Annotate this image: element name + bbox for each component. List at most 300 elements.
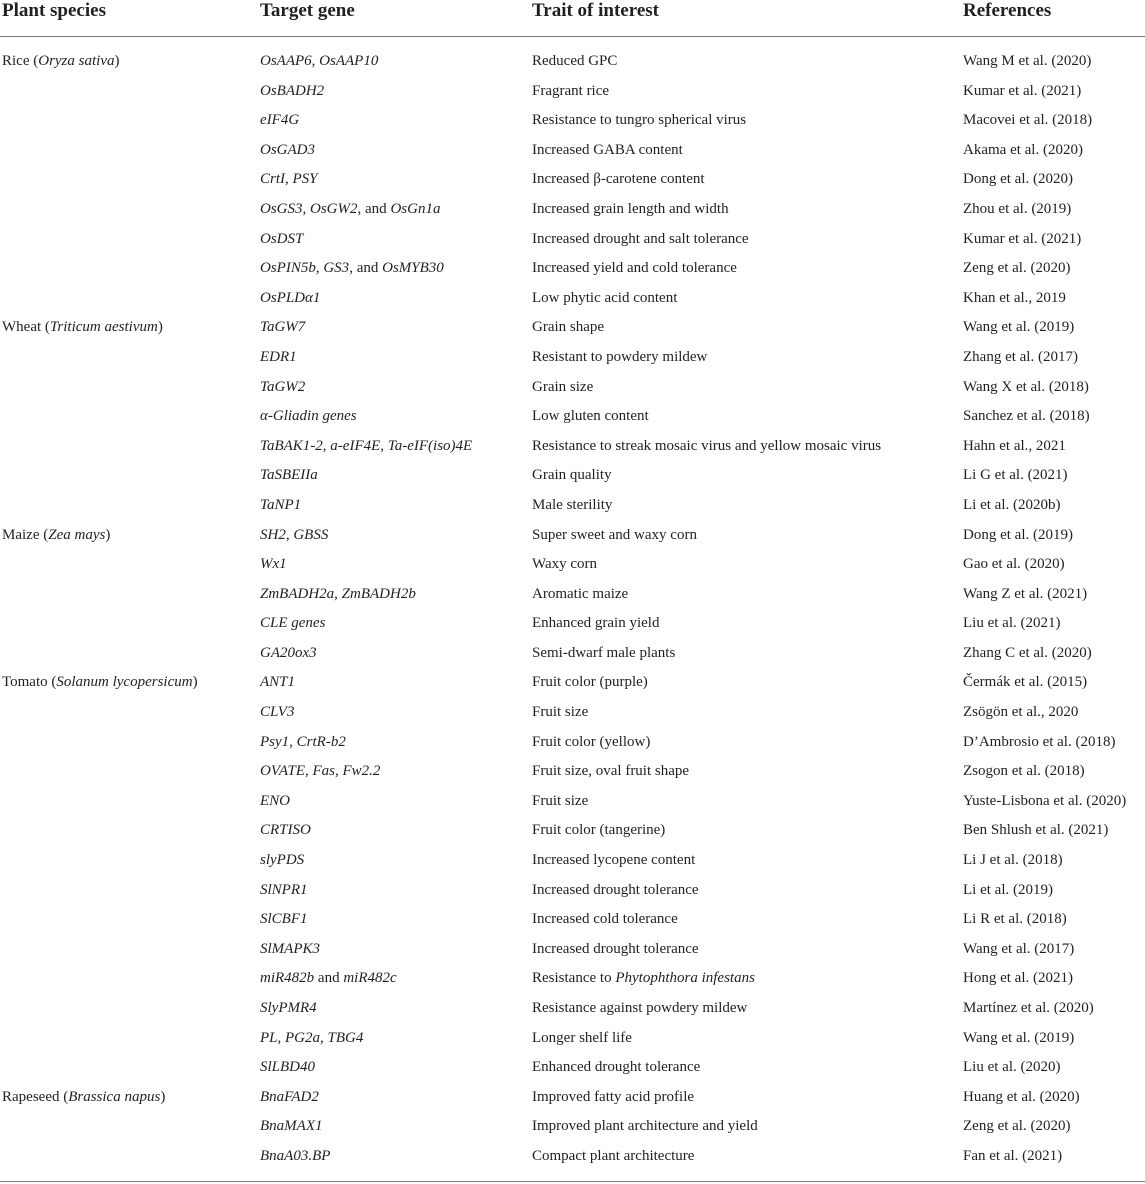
cell-plant-species: [0, 461, 258, 491]
gene-text: SlCBF1: [260, 911, 308, 928]
cell-reference: Li J et al. (2018): [963, 852, 1063, 869]
table-row: [0, 728, 1145, 758]
trait-text: Waxy corn: [532, 556, 598, 573]
gene-text: ,: [335, 763, 343, 780]
cell-target-gene: [258, 313, 530, 343]
cell-target-gene: [258, 106, 530, 136]
table-row: [0, 77, 1145, 107]
gene-text: ZmBADH2a: [260, 585, 335, 602]
gene-text: ,: [315, 260, 324, 277]
gene-text: ZmBADH2b: [341, 585, 416, 602]
table-row: [0, 313, 1145, 343]
cell-plant-species: [0, 195, 258, 225]
cell-plant-species: [0, 609, 258, 639]
cell-trait-of-interest: [530, 668, 962, 698]
cell-plant-species: [0, 639, 258, 669]
species-text: Rapeseed (: [2, 1088, 69, 1105]
table-row: [0, 816, 1145, 846]
species-text: Zea mays: [48, 526, 106, 543]
gene-text: OsAAP10: [319, 53, 379, 69]
cell-plant-species: [0, 550, 258, 580]
gene-text: GA20ox3: [260, 644, 317, 661]
cell-target-gene: [258, 373, 530, 403]
cell-reference: Dong et al. (2020): [963, 171, 1073, 188]
cell-target-gene: [258, 1024, 530, 1054]
cell-target-gene: [258, 668, 530, 698]
cell-target-gene: [258, 550, 530, 580]
table-row: [0, 580, 1145, 610]
trait-text: Semi-dwarf male plants: [532, 644, 676, 661]
gene-text: miR482c: [343, 970, 397, 987]
gene-text: OsMYB30: [382, 260, 444, 277]
cell-plant-species: [0, 580, 258, 610]
cell-trait-of-interest: [530, 77, 962, 107]
cell-target-gene: [258, 432, 530, 462]
cell-plant-species: [0, 77, 258, 107]
table-row: [0, 787, 1145, 817]
gene-text: ENO: [260, 792, 290, 809]
gene-text: Ta-eIF(iso)4E: [387, 437, 473, 454]
table-row: [0, 994, 1145, 1024]
cell-target-gene: [258, 461, 530, 491]
cell-reference: Yuste-Lisbona et al. (2020): [963, 792, 1127, 809]
cell-trait-of-interest: [530, 550, 962, 580]
table-row: [0, 491, 1145, 521]
gene-text: ,: [311, 53, 320, 69]
cell-trait-of-interest: [530, 905, 962, 935]
trait-text: Increased cold tolerance: [532, 911, 678, 928]
cell-target-gene: [258, 905, 530, 935]
cell-plant-species: [0, 491, 258, 521]
gene-text: slyPDS: [260, 852, 305, 869]
cell-reference: Li G et al. (2021): [963, 467, 1068, 484]
cell-reference: Khan et al., 2019: [963, 289, 1066, 306]
table-row: [0, 521, 1145, 551]
cell-target-gene: [258, 609, 530, 639]
cell-target-gene: [258, 284, 530, 314]
cell-target-gene: [258, 165, 530, 195]
cell-trait-of-interest: [530, 1142, 962, 1172]
gene-text: SlNPR1: [260, 881, 308, 898]
cell-trait-of-interest: [530, 491, 962, 521]
header-references: References: [962, 0, 1145, 37]
gene-text: ,: [285, 171, 293, 188]
trait-text: Enhanced grain yield: [532, 615, 660, 632]
cell-trait-of-interest: [530, 816, 962, 846]
gene-text: ,: [289, 733, 297, 750]
cell-reference: Fan et al. (2021): [963, 1147, 1063, 1164]
cell-target-gene: [258, 787, 530, 817]
cell-reference: Zsogon et al. (2018): [963, 763, 1085, 780]
gene-text: OsGAD3: [260, 141, 315, 158]
cell-plant-species: [0, 1112, 258, 1142]
gene-text: OsPIN5b: [260, 260, 316, 277]
cell-reference: Zhou et al. (2019): [963, 200, 1072, 217]
cell-trait-of-interest: [530, 787, 962, 817]
cell-trait-of-interest: [530, 1112, 962, 1142]
gene-text: CLV3: [260, 704, 295, 721]
trait-text: Increased grain length and width: [532, 200, 729, 217]
gene-text: OsDST: [260, 230, 304, 247]
table-row: [0, 402, 1145, 432]
cell-plant-species: [0, 1142, 258, 1172]
cell-reference: Zhang C et al. (2020): [963, 644, 1092, 661]
cell-reference: Liu et al. (2020): [963, 1059, 1061, 1076]
gene-text: OsAAP6: [260, 53, 312, 69]
gene-text: ,: [277, 1029, 286, 1046]
table-row: [0, 284, 1145, 314]
gene-text: TaNP1: [260, 496, 302, 513]
cell-target-gene: [258, 757, 530, 787]
cell-trait-of-interest: [530, 728, 962, 758]
trait-text: Increased β-carotene content: [532, 171, 705, 188]
cell-target-gene: [258, 846, 530, 876]
cell-reference: Wang X et al. (2018): [963, 378, 1089, 395]
table-row: [0, 1112, 1145, 1142]
table-row: [0, 639, 1145, 669]
trait-text: Longer shelf life: [532, 1029, 632, 1046]
species-text: ): [157, 319, 163, 336]
cell-reference: Zeng et al. (2020): [963, 260, 1071, 277]
cell-plant-species: [0, 136, 258, 166]
gene-text: Fas: [312, 763, 335, 780]
cell-plant-species: [0, 313, 258, 343]
cell-reference: Li R et al. (2018): [963, 911, 1067, 928]
trait-text: Fruit color (tangerine): [532, 822, 666, 839]
table-row: [0, 1024, 1145, 1054]
cell-reference: Sanchez et al. (2018): [963, 408, 1090, 425]
gene-text: OsBADH2: [260, 82, 325, 99]
gene-text: SH2: [260, 526, 286, 543]
gene-text: ANT1: [260, 674, 296, 691]
header-target-gene: Target gene: [258, 0, 530, 37]
cell-reference: D’Ambrosio et al. (2018): [963, 733, 1116, 750]
cell-plant-species: [0, 402, 258, 432]
species-text: Solanum lycopersicum: [56, 674, 193, 691]
trait-text: Fruit color (purple): [532, 674, 648, 691]
trait-text: Resistance to streak mosaic virus and yellow mosaic virus: [532, 437, 882, 454]
table-row: [0, 876, 1145, 906]
table-row: [0, 195, 1145, 225]
trait-text: Low phytic acid content: [532, 289, 678, 306]
gene-text: a-eIF4E: [330, 437, 381, 454]
cell-target-gene: [258, 935, 530, 965]
trait-text: Resistance to: [532, 970, 616, 987]
trait-text: Improved plant architecture and yield: [532, 1118, 758, 1135]
gene-text: CrtR-b2: [296, 733, 346, 750]
species-text: Rice (: [2, 53, 39, 69]
cell-target-gene: [258, 195, 530, 225]
cell-reference: Liu et al. (2021): [963, 615, 1061, 632]
table-row: [0, 905, 1145, 935]
cell-reference: Zhang et al. (2017): [963, 348, 1078, 365]
trait-text: Grain size: [532, 378, 594, 395]
trait-text: Fruit color (yellow): [532, 733, 651, 750]
cell-target-gene: [258, 37, 530, 77]
species-text: Oryza sativa: [38, 53, 115, 69]
cell-plant-species: [0, 905, 258, 935]
trait-text: Increased lycopene content: [532, 852, 696, 869]
cell-reference: Wang et al. (2017): [963, 940, 1075, 957]
gene-text: Psy1: [260, 733, 290, 750]
cell-trait-of-interest: [530, 521, 962, 551]
cell-reference: Wang et al. (2019): [963, 319, 1075, 336]
gene-text: OsGW2: [310, 200, 358, 217]
cell-trait-of-interest: [530, 935, 962, 965]
cell-trait-of-interest: [530, 757, 962, 787]
cell-reference: Dong et al. (2019): [963, 526, 1073, 543]
table-row: [0, 254, 1145, 284]
gene-text: SlLBD40: [260, 1059, 316, 1076]
gene-text: BnaFAD2: [260, 1088, 319, 1105]
trait-text: Fruit size, oval fruit shape: [532, 763, 690, 780]
cell-reference: Kumar et al. (2021): [963, 82, 1082, 99]
table-row: [0, 550, 1145, 580]
gene-text: TaGW7: [260, 319, 306, 336]
species-text: ): [192, 674, 198, 691]
cell-target-gene: [258, 728, 530, 758]
cell-reference: Wang M et al. (2020): [963, 53, 1092, 69]
table-row: [0, 136, 1145, 166]
cell-plant-species: [0, 876, 258, 906]
cell-trait-of-interest: [530, 1053, 962, 1083]
cell-reference: Huang et al. (2020): [963, 1088, 1080, 1105]
gene-text: ,: [320, 1029, 328, 1046]
gene-text: ,: [322, 437, 331, 454]
table-row: [0, 165, 1145, 195]
cell-reference: Li et al. (2019): [963, 881, 1053, 898]
cell-reference: Ben Shlush et al. (2021): [963, 822, 1109, 839]
cell-target-gene: [258, 402, 530, 432]
cell-target-gene: [258, 1083, 530, 1113]
trait-text: Fruit size: [532, 704, 589, 721]
cell-target-gene: [258, 1142, 530, 1172]
cell-reference: Zeng et al. (2020): [963, 1118, 1071, 1135]
trait-text: Increased drought tolerance: [532, 881, 699, 898]
cell-plant-species: [0, 787, 258, 817]
trait-text: Low gluten content: [532, 408, 649, 425]
cell-plant-species: [0, 728, 258, 758]
cell-target-gene: [258, 639, 530, 669]
gene-text: OsPLDα1: [260, 289, 321, 306]
table-row: [0, 698, 1145, 728]
cell-trait-of-interest: [530, 254, 962, 284]
header-trait-of-interest: Trait of interest: [530, 0, 962, 37]
cell-trait-of-interest: [530, 1024, 962, 1054]
cell-trait-of-interest: [530, 461, 962, 491]
gene-text: OsGS3: [260, 200, 303, 217]
gene-text: TBG4: [327, 1029, 364, 1046]
cell-plant-species: [0, 254, 258, 284]
cell-trait-of-interest: [530, 994, 962, 1024]
cell-trait-of-interest: [530, 106, 962, 136]
cell-plant-species: [0, 1024, 258, 1054]
table-body: [0, 37, 1145, 1172]
cell-trait-of-interest: [530, 1083, 962, 1113]
cell-reference: Zsögön et al., 2020: [963, 704, 1079, 721]
cell-trait-of-interest: [530, 165, 962, 195]
table-row: [0, 757, 1145, 787]
cell-trait-of-interest: [530, 225, 962, 255]
gene-text: SlyPMR4: [260, 1000, 317, 1016]
cell-target-gene: [258, 491, 530, 521]
trait-text: Enhanced drought tolerance: [532, 1059, 701, 1076]
trait-text: Aromatic maize: [532, 585, 629, 602]
cell-plant-species: [0, 225, 258, 255]
table-row: [0, 461, 1145, 491]
cell-reference: Gao et al. (2020): [963, 556, 1065, 573]
table-row: [0, 846, 1145, 876]
gene-text: Fw2.2: [342, 763, 381, 780]
species-text: ): [160, 1088, 166, 1105]
cell-plant-species: [0, 37, 258, 77]
cell-plant-species: [0, 668, 258, 698]
cell-plant-species: [0, 964, 258, 994]
cell-plant-species: [0, 846, 258, 876]
cell-plant-species: [0, 521, 258, 551]
species-text: Wheat (: [2, 319, 50, 336]
cell-trait-of-interest: [530, 195, 962, 225]
cell-plant-species: [0, 1053, 258, 1083]
gene-text: CLE genes: [260, 615, 326, 632]
cell-plant-species: [0, 935, 258, 965]
trait-text: Male sterility: [532, 496, 613, 513]
cell-trait-of-interest: [530, 580, 962, 610]
cell-target-gene: [258, 698, 530, 728]
gene-text: ,: [302, 200, 311, 217]
cell-reference: Macovei et al. (2018): [963, 112, 1093, 129]
trait-text: Resistance against powdery mildew: [532, 1000, 748, 1016]
trait-text: Increased yield and cold tolerance: [532, 260, 737, 277]
cell-reference: Čermák et al. (2015): [963, 674, 1088, 691]
gene-text: OVATE: [260, 763, 305, 780]
cell-reference: Martínez et al. (2020): [963, 1000, 1094, 1016]
table-row: [0, 343, 1145, 373]
cell-trait-of-interest: [530, 284, 962, 314]
trait-text: Resistant to powdery mildew: [532, 348, 708, 365]
species-text: ): [114, 53, 120, 69]
cell-plant-species: [0, 698, 258, 728]
gene-text: ,: [334, 585, 342, 602]
gene-text: BnaMAX1: [260, 1118, 323, 1135]
gene-text: ,: [305, 763, 313, 780]
gene-text: TaSBEIIa: [260, 467, 318, 484]
table-row: [0, 1053, 1145, 1083]
cell-reference: Wang Z et al. (2021): [963, 585, 1088, 602]
bottom-rule: [0, 1181, 1145, 1182]
table-row: [0, 373, 1145, 403]
cell-reference: Kumar et al. (2021): [963, 230, 1082, 247]
cell-plant-species: [0, 432, 258, 462]
gene-text: OsGn1a: [390, 200, 441, 217]
gene-text: α-Gliadin genes: [260, 408, 357, 425]
cell-reference: Hong et al. (2021): [963, 970, 1073, 987]
gene-text: Wx1: [260, 556, 287, 573]
cell-trait-of-interest: [530, 964, 962, 994]
gene-text: BnaA03.BP: [260, 1147, 331, 1164]
species-text: Triticum aestivum: [49, 319, 158, 336]
cell-target-gene: [258, 1112, 530, 1142]
gene-text: ,: [285, 526, 294, 543]
cell-trait-of-interest: [530, 698, 962, 728]
cell-trait-of-interest: [530, 313, 962, 343]
trait-text: Grain shape: [532, 319, 605, 336]
cell-plant-species: [0, 106, 258, 136]
gene-text: TaBAK1-2: [260, 437, 323, 454]
gene-text: , and: [357, 200, 391, 217]
gene-text: CrtI: [260, 171, 286, 188]
table-row: [0, 37, 1145, 77]
table-row: [0, 964, 1145, 994]
cell-reference: Li et al. (2020b): [963, 496, 1061, 513]
gene-text: GBSS: [293, 526, 329, 543]
cell-trait-of-interest: [530, 432, 962, 462]
table-row: [0, 432, 1145, 462]
cell-target-gene: [258, 964, 530, 994]
trait-text: Improved fatty acid profile: [532, 1088, 695, 1105]
trait-text: Resistance to tungro spherical virus: [532, 112, 747, 129]
trait-text: Increased drought tolerance: [532, 940, 699, 957]
cell-plant-species: [0, 343, 258, 373]
cell-target-gene: [258, 876, 530, 906]
cell-trait-of-interest: [530, 37, 962, 77]
cell-trait-of-interest: [530, 136, 962, 166]
cell-trait-of-interest: [530, 639, 962, 669]
gene-text: eIF4G: [260, 112, 300, 129]
cell-trait-of-interest: [530, 343, 962, 373]
cell-target-gene: [258, 1053, 530, 1083]
table-header: [0, 0, 1145, 37]
cell-target-gene: [258, 816, 530, 846]
gene-text: PG2a: [285, 1029, 321, 1046]
table-row: [0, 1142, 1145, 1172]
header-plant-species: Plant species: [0, 0, 258, 37]
cell-plant-species: [0, 165, 258, 195]
species-text: ): [105, 526, 111, 543]
trait-text: Grain quality: [532, 467, 612, 484]
gene-text: TaGW2: [260, 378, 306, 395]
table-row: [0, 609, 1145, 639]
cell-reference: Hahn et al., 2021: [963, 437, 1066, 454]
trait-text: Phytophthora infestans: [615, 970, 755, 987]
cell-target-gene: [258, 225, 530, 255]
species-text: Maize (: [2, 526, 49, 543]
gene-text: , and: [349, 260, 383, 277]
gene-text: EDR1: [260, 348, 297, 365]
cell-plant-species: [0, 816, 258, 846]
gene-text: CRTISO: [260, 822, 311, 839]
trait-text: Fragrant rice: [532, 82, 610, 99]
trait-text: Super sweet and waxy corn: [532, 526, 697, 543]
trait-text: Reduced GPC: [532, 53, 618, 69]
cell-trait-of-interest: [530, 373, 962, 403]
cell-target-gene: [258, 77, 530, 107]
cell-target-gene: [258, 580, 530, 610]
cell-target-gene: [258, 343, 530, 373]
cell-trait-of-interest: [530, 846, 962, 876]
gene-text: GS3: [323, 260, 350, 277]
gene-text: SlMAPK3: [260, 940, 320, 957]
table-row: [0, 668, 1145, 698]
cell-target-gene: [258, 994, 530, 1024]
gene-text: PL: [260, 1029, 278, 1046]
gene-text: and: [314, 970, 344, 987]
header-row: [0, 0, 1145, 37]
gene-text: PSY: [292, 171, 318, 188]
trait-text: Compact plant architecture: [532, 1147, 695, 1164]
gene-text: miR482b: [260, 970, 315, 987]
species-text: Brassica napus: [68, 1088, 161, 1105]
